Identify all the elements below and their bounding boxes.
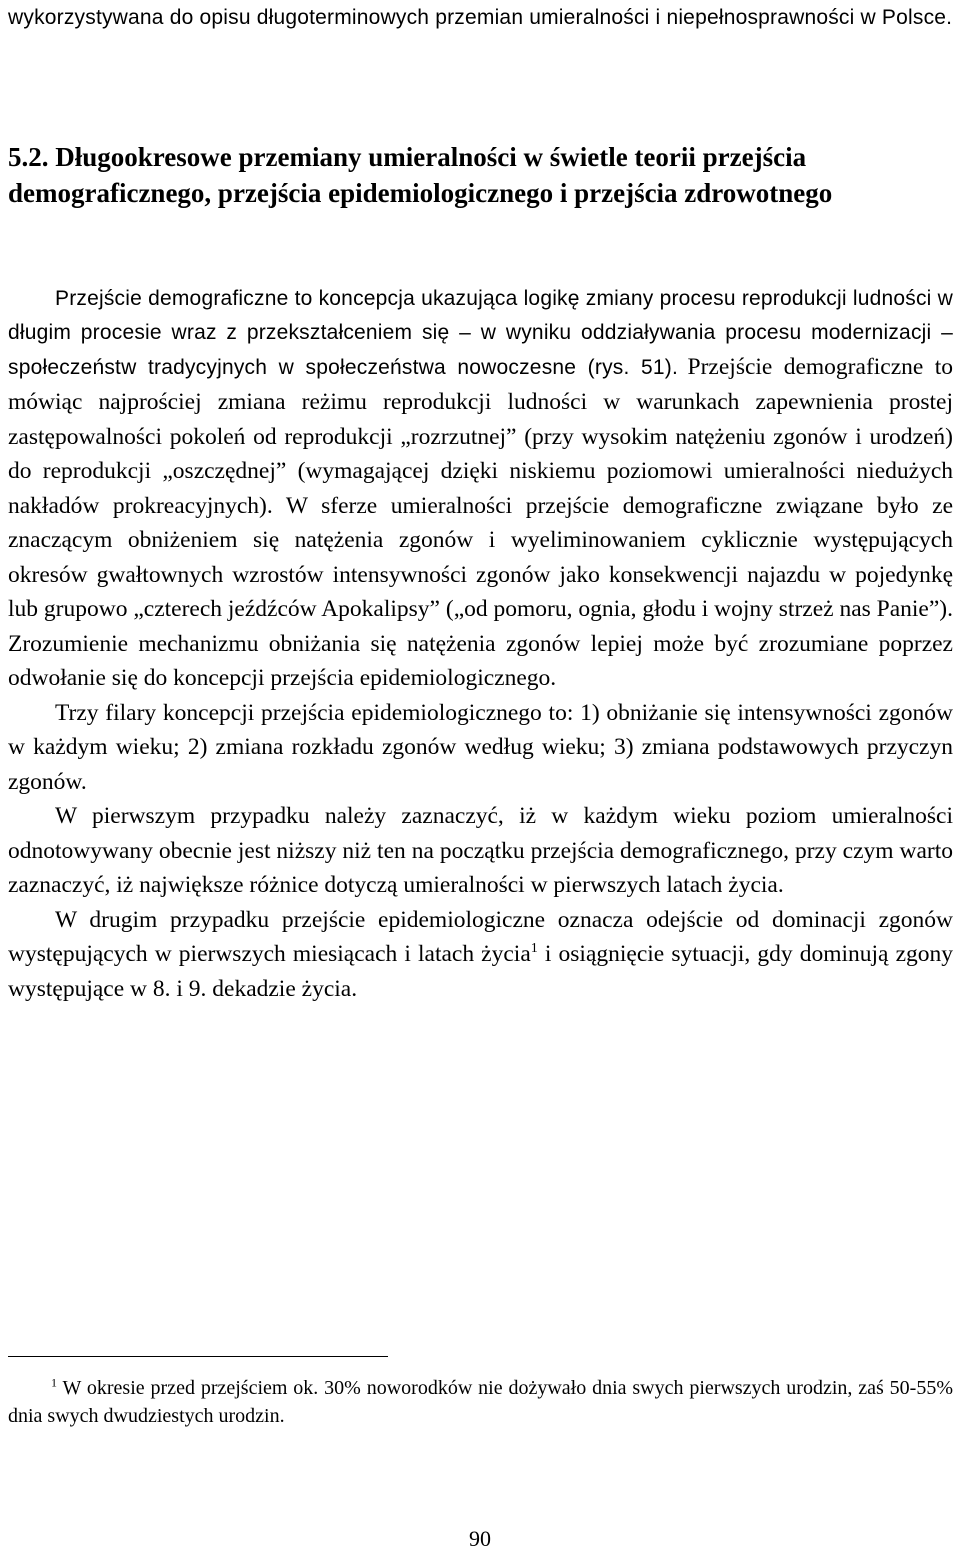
paragraph-2: Trzy filary koncepcji przejścia epidemiologicznego to: 1) obniżanie się intensywności zgonów w każdym wieku; 2) zmiana rozkładu zgonów według wieku; 3) zmiana podstawowych przyczyn zgonów. (8, 699, 953, 795)
page-number: 90 (469, 1526, 491, 1551)
footnote-separator (8, 1356, 388, 1357)
paragraph-4 (8, 903, 953, 1007)
paragraph-1-serif-part: Przejście demograficzne to mówiąc najprościej zmiana reżimu reprodukcji ludności w warunkach zapewnienia prostej zastępowalności pokoleń od reprodukcji „rozrzutnej” (przy wysokim natężeniu zgonów i urodzeń) do reprodukcji „oszczędnej” (wymagającej dzięki niskiemu poziomowi umieralności niedużych nakładów prokreacyjnych). W sferze umieralności przejście demograficzne związane było ze znaczącym obniżeniem się natężenia zgonów i wyeliminowaniem cyklicznie występujących okresów gwałtownych wzrostów intensywności zgonów jako konsekwencji najazdu w pojedynkę lub grupowo „czterech jeźdźców Apokalipsy” („od pomoru, ognia, głodu i wojny strzeż nas Panie”). Zrozumienie mechanizmu obniżania się natężenia zgonów lepiej może być zrozumiane poprzez odwołanie się do koncepcji przejścia epidemiologicznego. (8, 354, 953, 691)
paragraph-1 (8, 282, 953, 696)
footnote-marker: 1 (51, 1375, 57, 1390)
body-text (8, 282, 953, 1006)
footnote (8, 1374, 953, 1430)
section-title: Długookresowe przemiany umieralności w świetle teorii przejścia demograficznego, przejścia epidemiologicznego i przejścia zdrowotnego (8, 142, 833, 208)
footnote-text: W okresie przed przejściem ok. 30% noworodków nie dożywało dnia swych pierwszych urodzin, zaś 50-55% dnia swych dwudziestych urodzin. (8, 1377, 953, 1427)
section-heading (8, 139, 953, 211)
paragraph-3: W pierwszym przypadku należy zaznaczyć, iż w każdym wieku poziom umieralności odnotowywany obecnie jest niższy niż ten na początku przejścia demograficznego, przy czym warto zaznaczyć, iż największe różnice dotyczą umieralności w pierwszych latach życia. (8, 803, 953, 898)
footnote-reference[interactable]: 1 (530, 940, 538, 957)
section-number: 5.2. (8, 142, 49, 172)
paragraph-4-text-after: i osiągnięcie sytuacji, gdy dominują zgony występujące w 8. i 9. dekadzie życia. (8, 941, 954, 1002)
paragraph-4-text-before: W drugim przypadku przejście epidemiologiczne oznacza odejście od dominacji zgonów występujących w pierwszych miesiącach i latach życia (8, 906, 953, 967)
paragraph-1-sans-part: Przejście demograficzne to koncepcja ukazująca logikę zmiany procesu reprodukcji ludności w długim procesie wraz z przekształceniem się – w wyniku oddziaływania procesu modernizacji – społeczeństw tradycyjnych w społeczeństwa nowoczesne (rys. 51). (8, 287, 953, 379)
intro-paragraph: wykorzystywana do opisu długoterminowych przemian umieralności i niepełnosprawności w Polsce. (8, 6, 953, 29)
